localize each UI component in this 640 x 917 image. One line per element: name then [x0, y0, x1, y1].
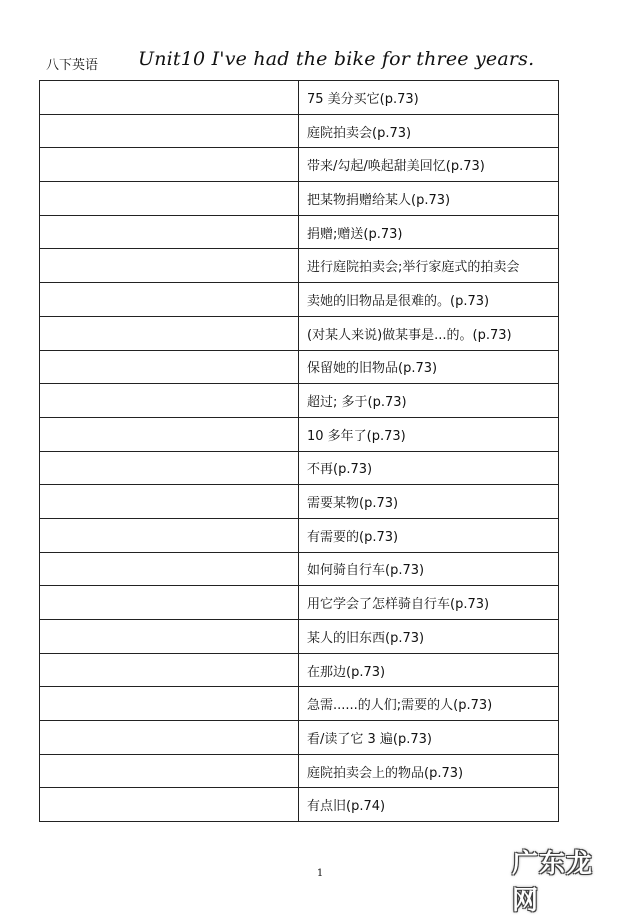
- english-answer-cell[interactable]: [40, 350, 299, 384]
- table-row: [40, 182, 559, 216]
- table-row: [40, 384, 559, 418]
- chinese-prompt-cell: 如何骑自行车(p.73): [299, 552, 559, 586]
- table-row: [40, 283, 559, 317]
- english-answer-cell[interactable]: [40, 81, 299, 115]
- chinese-prompt-cell: (对某人来说)做某事是...的。(p.73): [299, 316, 559, 350]
- chinese-prompt-cell: 庭院拍卖会上的物品(p.73): [299, 754, 559, 788]
- english-answer-cell[interactable]: [40, 687, 299, 721]
- chinese-prompt-cell: 需要某物(p.73): [299, 485, 559, 519]
- table-row: [40, 586, 559, 620]
- chinese-prompt-cell: 某人的旧东西(p.73): [299, 620, 559, 654]
- chinese-prompt-cell: 75 美分买它(p.73): [299, 81, 559, 115]
- table-row: [40, 552, 559, 586]
- table-row: [40, 788, 559, 822]
- table-row: [40, 417, 559, 451]
- english-answer-cell[interactable]: [40, 620, 299, 654]
- chinese-prompt-cell: 用它学会了怎样骑自行车(p.73): [299, 586, 559, 620]
- table-row: [40, 114, 559, 148]
- english-answer-cell[interactable]: [40, 788, 299, 822]
- chinese-prompt-cell: 不再(p.73): [299, 451, 559, 485]
- vocabulary-table: [39, 80, 559, 822]
- grade-label: 八下英语: [46, 58, 99, 73]
- english-answer-cell[interactable]: [40, 586, 299, 620]
- unit-title: Unit10 I've had the bike for three years.: [138, 48, 535, 70]
- table-row: [40, 316, 559, 350]
- chinese-prompt-cell: 在那边(p.73): [299, 653, 559, 687]
- chinese-prompt-cell: 进行庭院拍卖会;举行家庭式的拍卖会: [299, 249, 559, 283]
- table-row: [40, 148, 559, 182]
- table-row: [40, 451, 559, 485]
- english-answer-cell[interactable]: [40, 518, 299, 552]
- chinese-prompt-cell: 超过; 多于(p.73): [299, 384, 559, 418]
- table-row: [40, 620, 559, 654]
- english-answer-cell[interactable]: [40, 721, 299, 755]
- chinese-prompt-cell: 捐赠;赠送(p.73): [299, 215, 559, 249]
- english-answer-cell[interactable]: [40, 451, 299, 485]
- page-number: 1: [316, 868, 324, 879]
- english-answer-cell[interactable]: [40, 653, 299, 687]
- chinese-prompt-cell: 10 多年了(p.73): [299, 417, 559, 451]
- table-row: [40, 485, 559, 519]
- english-answer-cell[interactable]: [40, 316, 299, 350]
- page-header: [46, 48, 606, 76]
- chinese-prompt-cell: 把某物捐赠给某人(p.73): [299, 182, 559, 216]
- english-answer-cell[interactable]: [40, 485, 299, 519]
- chinese-prompt-cell: 看/读了它 3 遍(p.73): [299, 721, 559, 755]
- table-row: [40, 350, 559, 384]
- english-answer-cell[interactable]: [40, 148, 299, 182]
- chinese-prompt-cell: 有点旧(p.74): [299, 788, 559, 822]
- table-row: [40, 518, 559, 552]
- english-answer-cell[interactable]: [40, 417, 299, 451]
- table-row: [40, 687, 559, 721]
- table-row: [40, 81, 559, 115]
- watermark-logo: [512, 849, 612, 916]
- chinese-prompt-cell: 保留她的旧物品(p.73): [299, 350, 559, 384]
- table-row: [40, 653, 559, 687]
- chinese-prompt-cell: 卖她的旧物品是很难的。(p.73): [299, 283, 559, 317]
- table-row: [40, 215, 559, 249]
- english-answer-cell[interactable]: [40, 283, 299, 317]
- english-answer-cell[interactable]: [40, 182, 299, 216]
- table-row: [40, 721, 559, 755]
- english-answer-cell[interactable]: [40, 552, 299, 586]
- chinese-prompt-cell: 急需......的人们;需要的人(p.73): [299, 687, 559, 721]
- watermark-text: 广东龙网: [512, 849, 594, 916]
- english-answer-cell[interactable]: [40, 249, 299, 283]
- table-row: [40, 754, 559, 788]
- table-row: [40, 249, 559, 283]
- english-answer-cell[interactable]: [40, 384, 299, 418]
- vocabulary-table-body: [40, 81, 559, 822]
- chinese-prompt-cell: 带来/勾起/唤起甜美回忆(p.73): [299, 148, 559, 182]
- english-answer-cell[interactable]: [40, 754, 299, 788]
- chinese-prompt-cell: 有需要的(p.73): [299, 518, 559, 552]
- english-answer-cell[interactable]: [40, 114, 299, 148]
- chinese-prompt-cell: 庭院拍卖会(p.73): [299, 114, 559, 148]
- english-answer-cell[interactable]: [40, 215, 299, 249]
